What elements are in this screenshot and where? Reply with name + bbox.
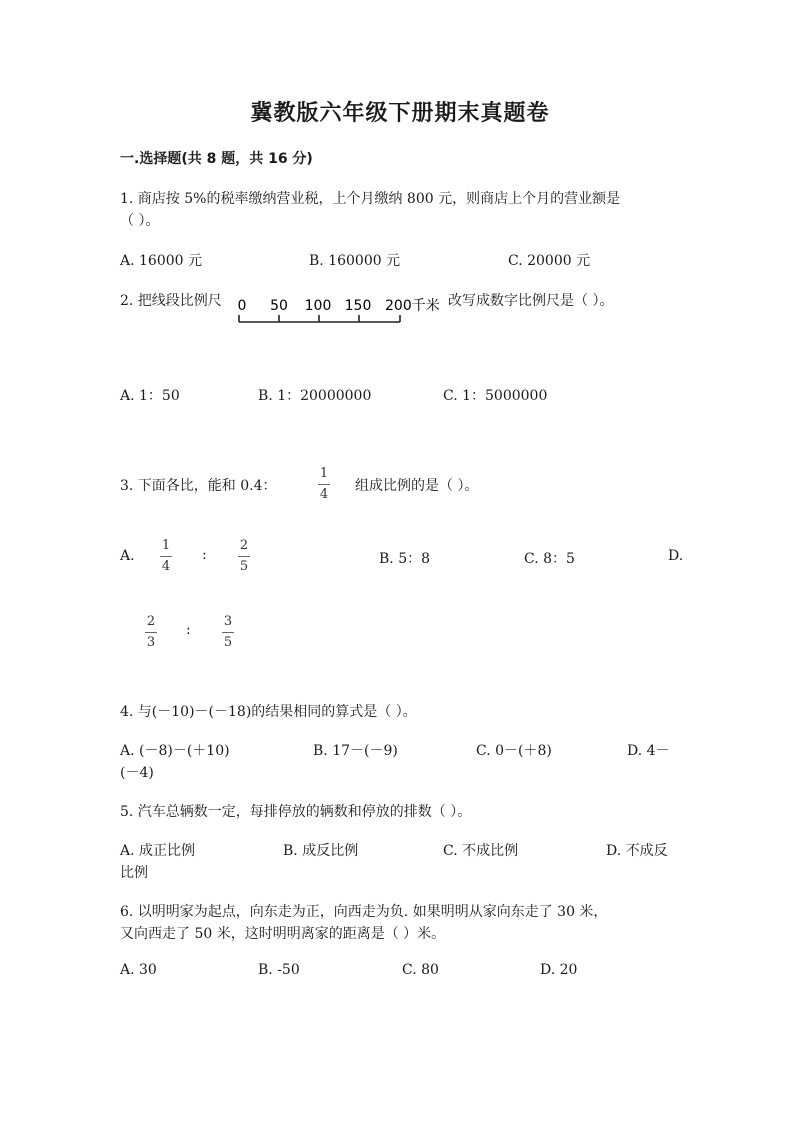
- q3-option-c[interactable]: C. 8：5: [524, 551, 575, 567]
- q3-option-a-label[interactable]: A.: [120, 548, 135, 564]
- scale-tick-50: 50: [270, 298, 288, 314]
- section-heading: 一.选择题(共 8 题，共 16 分): [120, 151, 313, 167]
- q5-option-d[interactable]: D. 不成反: [606, 843, 668, 859]
- question-2-suffix: 改写成数字比例尺是（ ）。: [448, 293, 614, 309]
- scale-tick-100: 100: [304, 298, 332, 314]
- question-1-text-line1: 1. 商店按 5%的税率缴纳营业税，上个月缴纳 800 元，则商店上个月的营业额是: [120, 191, 621, 207]
- question-3-suffix: 组成比例的是（ ）。: [355, 478, 479, 494]
- scale-tick-0: 0: [237, 298, 247, 314]
- q4-option-a[interactable]: A. (－8)－(＋10): [120, 743, 230, 759]
- fraction-numerator: 1: [319, 466, 329, 481]
- question-4-text: 4. 与(－10)－(－18)的结果相同的算式是（ ）。: [120, 704, 417, 720]
- line-scale-figure: [234, 292, 450, 328]
- scale-tick-150: 150: [344, 298, 372, 314]
- fraction-numerator: 2: [146, 614, 156, 629]
- fraction-denominator: 5: [223, 635, 233, 650]
- page-title: 冀教版六年级下册期末真题卷: [250, 101, 550, 126]
- q4-option-c[interactable]: C. 0－(＋8): [476, 743, 552, 759]
- q3-option-a-fraction-2: [238, 538, 250, 575]
- fraction-numerator: 3: [223, 614, 233, 629]
- question-2-prefix: 2. 把线段比例尺: [120, 293, 222, 309]
- q4-option-d[interactable]: D. 4－: [627, 743, 670, 759]
- q4-option-b[interactable]: B. 17－(－9): [313, 743, 398, 759]
- q1-option-c[interactable]: C. 20000 元: [508, 253, 591, 269]
- question-1-text-line2: （ ）。: [120, 213, 160, 229]
- question-6-text-line1: 6. 以明明家为起点，向东走为正，向西走为负. 如果明明从家向东走了 30 米，: [120, 904, 608, 920]
- question-5-text: 5. 汽车总辆数一定，每排停放的辆数和停放的排数（ ）。: [120, 804, 472, 820]
- q3-option-d-fraction-1: [145, 614, 157, 651]
- question-3-prefix: 3. 下面各比，能和 0.4：: [120, 478, 277, 494]
- fraction-bar: [145, 632, 157, 633]
- q3-option-a-fraction-1: [160, 538, 172, 575]
- fraction-denominator: 3: [146, 635, 156, 650]
- q2-option-b[interactable]: B. 1：20000000: [258, 388, 372, 404]
- q6-option-b[interactable]: B. -50: [258, 962, 300, 978]
- fraction-bar: [160, 556, 172, 557]
- fraction-bar: [318, 484, 330, 485]
- q3-option-d-label[interactable]: D.: [668, 548, 684, 564]
- q1-option-b[interactable]: B. 160000 元: [309, 253, 401, 269]
- fraction-numerator: 2: [239, 538, 249, 553]
- fraction-bar: [238, 556, 250, 557]
- q6-option-c[interactable]: C. 80: [402, 962, 439, 978]
- q3-option-d-fraction-2: [222, 614, 234, 651]
- q5-option-c[interactable]: C. 不成比例: [443, 843, 519, 859]
- question-6-text-line2: 又向西走了 50 米，这时明明离家的距离是（ ）米。: [120, 926, 446, 942]
- q6-option-d[interactable]: D. 20: [540, 962, 578, 978]
- q5-option-b[interactable]: B. 成反比例: [283, 843, 359, 859]
- fraction-denominator: 4: [161, 559, 171, 574]
- ratio-colon: :: [202, 547, 207, 563]
- q4-option-d-wrap: (－4): [120, 765, 154, 781]
- q1-option-a[interactable]: A. 16000 元: [120, 253, 202, 269]
- fraction-denominator: 5: [239, 559, 249, 574]
- q6-option-a[interactable]: A. 30: [120, 962, 157, 978]
- fraction-numerator: 1: [161, 538, 171, 553]
- fraction-bar: [222, 632, 234, 633]
- q5-option-d-wrap: 比例: [120, 865, 148, 881]
- q2-option-c[interactable]: C. 1：5000000: [443, 388, 548, 404]
- fraction-denominator: 4: [319, 487, 329, 502]
- q3-option-b[interactable]: B. 5：8: [379, 551, 431, 567]
- q2-option-a[interactable]: A. 1：50: [120, 388, 180, 404]
- ratio-colon: :: [186, 622, 191, 638]
- q3-fraction: [318, 466, 330, 503]
- q5-option-a[interactable]: A. 成正比例: [120, 843, 196, 859]
- scale-tick-200: 200千米: [385, 298, 440, 314]
